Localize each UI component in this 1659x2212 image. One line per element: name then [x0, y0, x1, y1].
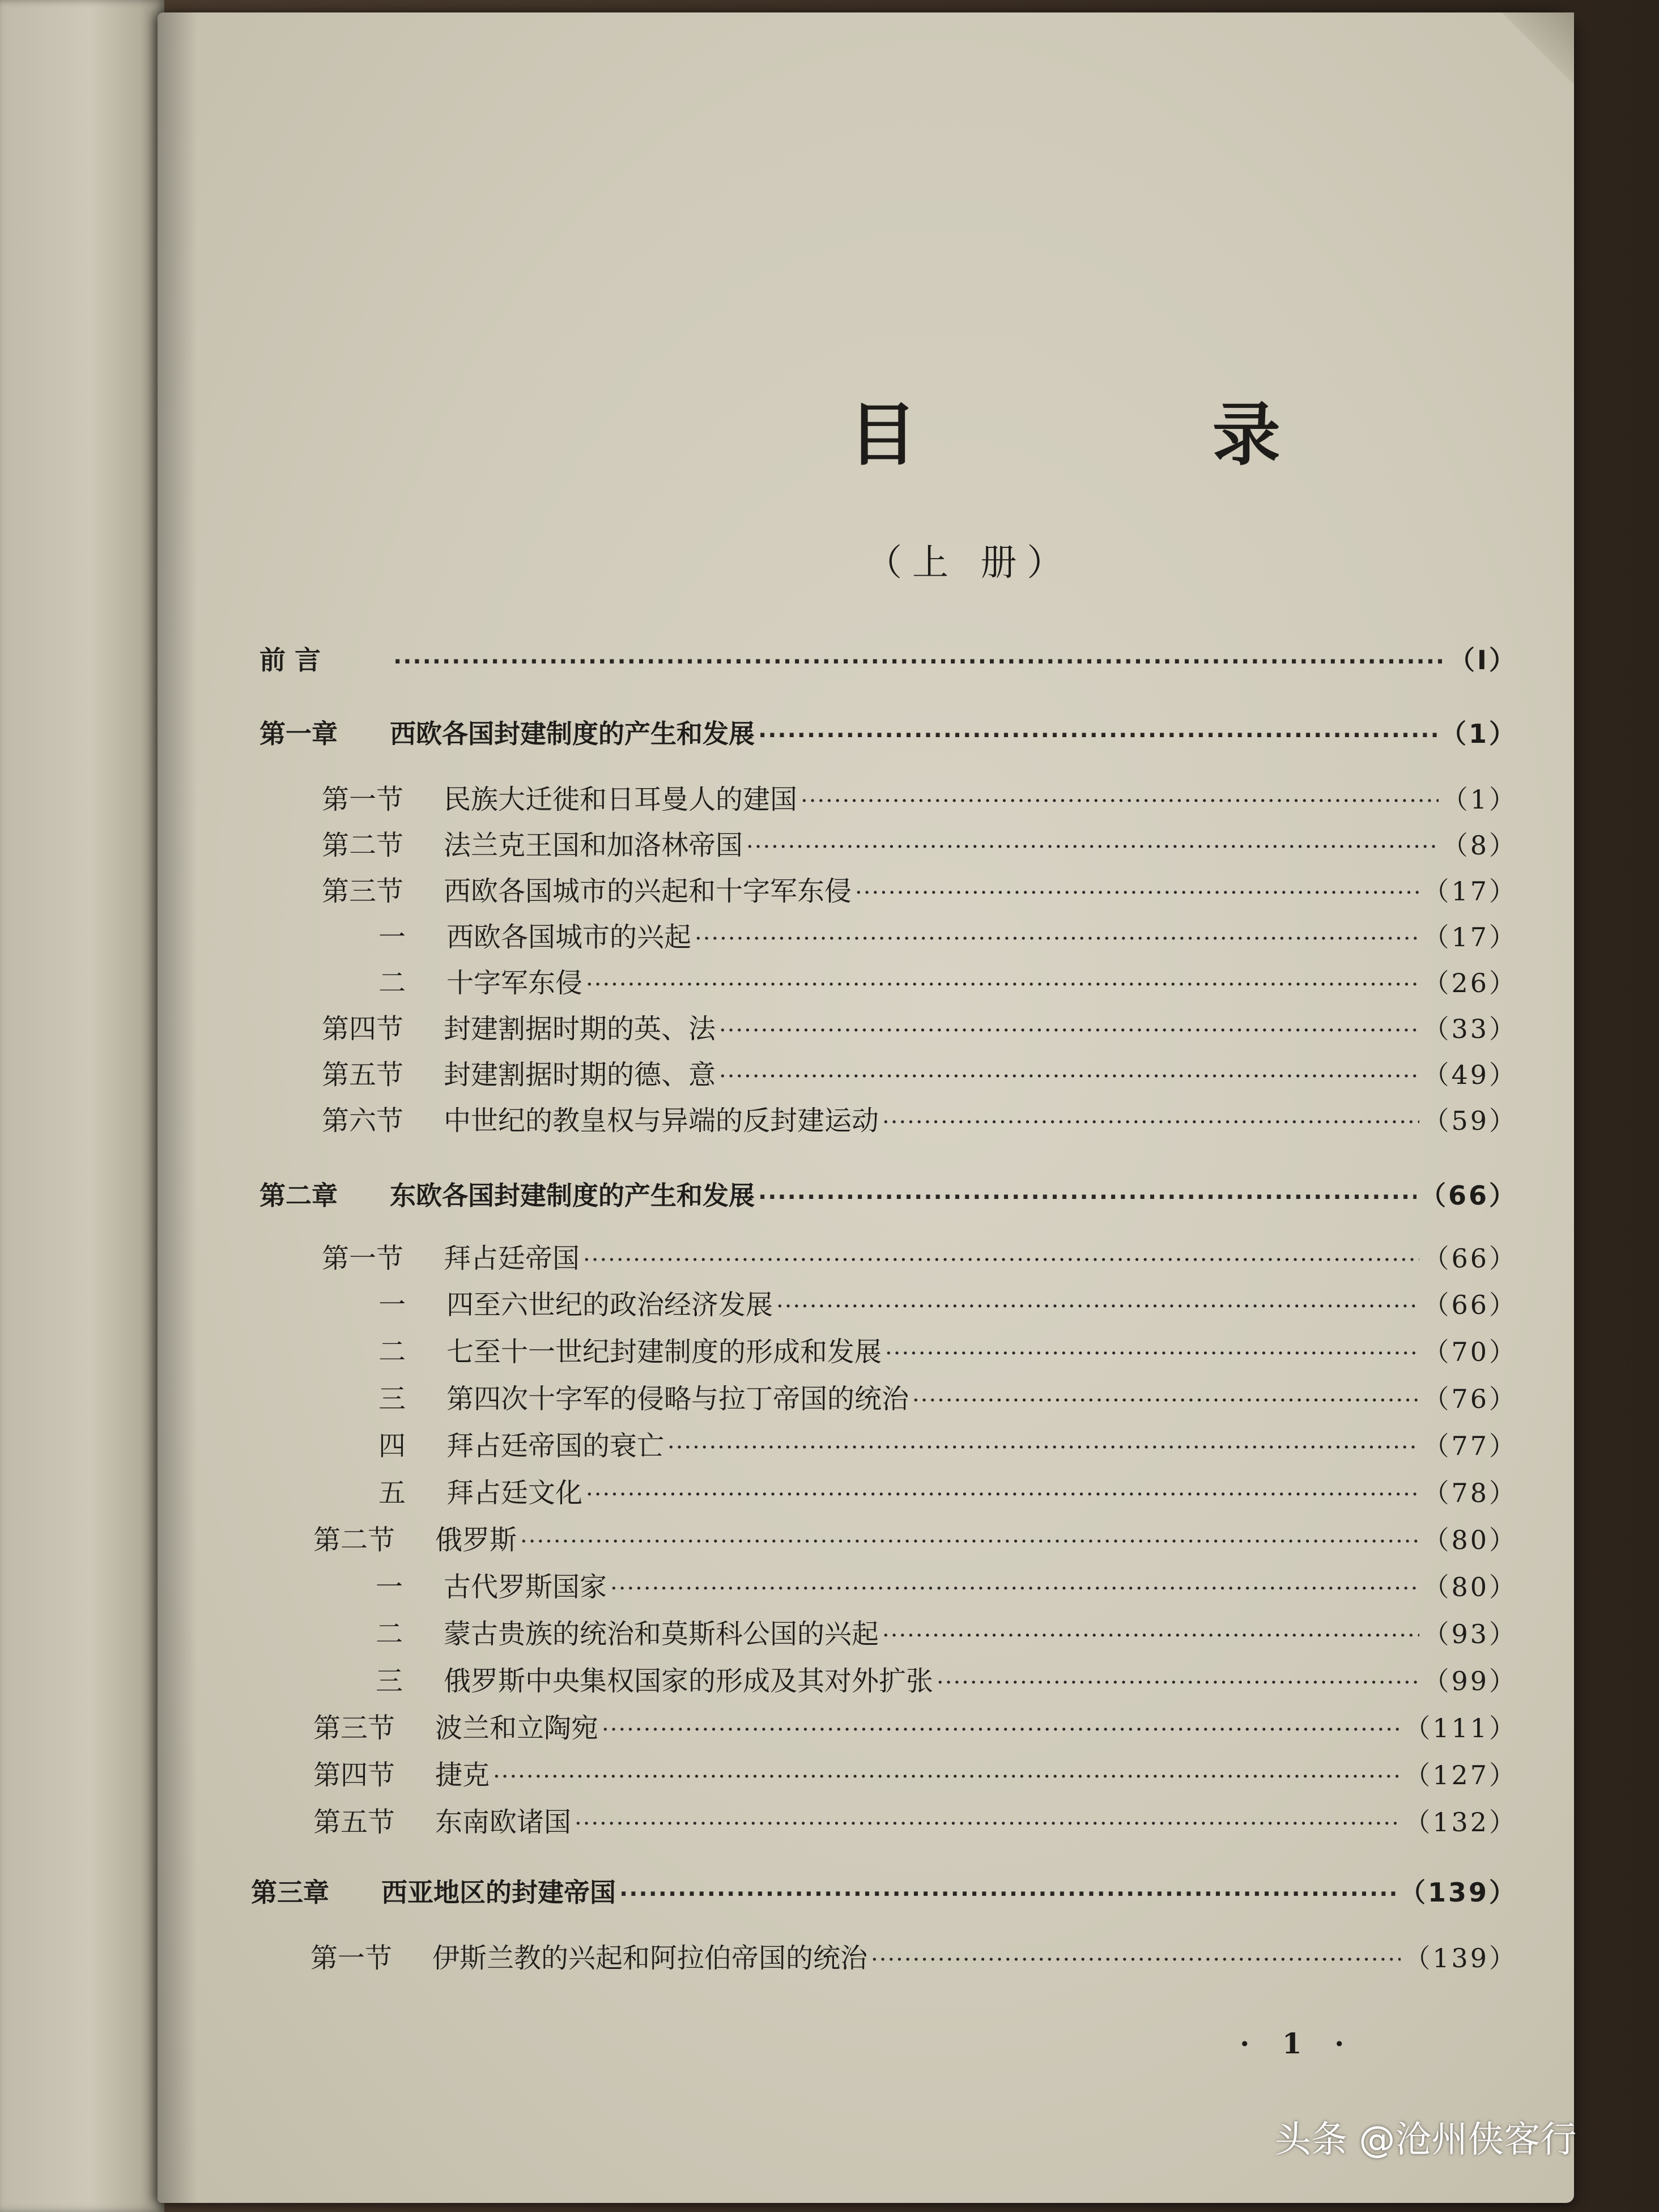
leader-dots	[583, 1249, 1419, 1271]
toc-title: 古代罗斯国家	[444, 1571, 607, 1603]
leader-dots	[619, 1883, 1396, 1905]
toc-page-number: （Ⅰ）	[1448, 645, 1517, 675]
toc-entry	[260, 647, 1517, 673]
toc-title: 第四次十字军的侵略与拉丁帝国的统治	[446, 1383, 909, 1415]
toc-title: 俄罗斯中央集权国家的形成及其对外扩张	[444, 1665, 934, 1697]
book-page	[158, 12, 1577, 2203]
toc-page-number: （111）	[1404, 1713, 1517, 1743]
toc-entry	[376, 1573, 1517, 1601]
toc-entry	[378, 969, 1517, 997]
toc-title: 伊斯兰教的兴起和阿拉伯帝国的统治	[432, 1942, 868, 1974]
leader-dots	[758, 1186, 1416, 1209]
toc-label: 第五节	[313, 1806, 395, 1838]
leader-dots	[575, 1813, 1401, 1835]
toc-title: 十字军东侵	[446, 967, 583, 999]
toc-entry	[376, 1620, 1517, 1648]
toc-title: 封建割据时期的德、意	[444, 1059, 716, 1091]
toc-entry	[322, 786, 1517, 813]
toc-entry	[313, 1806, 1517, 1838]
toc-title: 波兰和立陶宛	[435, 1712, 599, 1744]
toc-entry	[378, 1432, 1517, 1460]
toc-entry	[322, 1245, 1517, 1272]
toc-entry	[378, 1385, 1517, 1413]
toc-page-number: （1）	[1441, 784, 1517, 815]
toc-label: 五	[378, 1477, 406, 1509]
toc-title: 蒙古贵族的统治和莫斯科公国的兴起	[444, 1618, 879, 1650]
toc-title: 俄罗斯	[435, 1524, 517, 1556]
toc-title: 西欧各国城市的兴起和十字军东侵	[444, 875, 852, 907]
leader-dots	[882, 1111, 1419, 1134]
toc-page-number: （99）	[1423, 1666, 1517, 1696]
toc-entry	[322, 1059, 1517, 1091]
toc-page-number: （76）	[1423, 1384, 1517, 1414]
leader-dots	[393, 650, 1445, 673]
toc-page-number: （127）	[1404, 1760, 1517, 1790]
volume-label: （上 册）	[866, 542, 1074, 584]
toc-label: 第二章	[260, 1180, 338, 1211]
toc-page-number: （33）	[1423, 1014, 1517, 1044]
toc-entry	[313, 1759, 1517, 1791]
toc-page-number: （17）	[1423, 876, 1517, 907]
leader-dots	[758, 724, 1437, 747]
toc-label: 第四节	[313, 1759, 395, 1791]
leader-dots	[667, 1436, 1419, 1459]
toc-page-number: （59）	[1423, 1105, 1517, 1136]
toc-label: 二	[376, 1618, 403, 1650]
toc-page-number: （80）	[1423, 1572, 1517, 1602]
page-number-footer: · 1 ·	[1240, 2027, 1356, 2060]
leader-dots	[885, 1342, 1419, 1365]
leader-dots	[493, 1766, 1401, 1788]
toc-page-number: （80）	[1423, 1525, 1517, 1555]
toc-page-number: （139）	[1404, 1943, 1517, 1973]
toc-label: 二	[378, 1336, 406, 1368]
toc-label: 第五节	[322, 1059, 404, 1091]
toc-entry	[322, 1105, 1517, 1137]
leader-dots	[586, 1483, 1419, 1506]
toc-title: 四至六世纪的政治经济发展	[446, 1289, 773, 1321]
toc-title: 东欧各国封建制度的产生和发展	[390, 1180, 755, 1211]
leader-dots	[871, 1949, 1401, 1971]
toc-label: 第三节	[322, 875, 404, 907]
toc-entry	[310, 1942, 1517, 1974]
toc-title: 七至十一世纪封建制度的形成和发展	[446, 1336, 882, 1368]
watermark-text: 头条 @沧州侠客行	[1275, 2119, 1577, 2161]
toc-label: 第六节	[322, 1105, 404, 1137]
toc-title: 拜占廷帝国	[444, 1243, 580, 1274]
toc-entry	[322, 875, 1517, 907]
toc-page-number: （70）	[1423, 1337, 1517, 1367]
toc-page-number: （26）	[1423, 968, 1517, 998]
leader-dots	[602, 1718, 1401, 1741]
leader-dots	[801, 790, 1439, 813]
toc-entry	[313, 1712, 1517, 1744]
table-of-contents	[158, 12, 1577, 2203]
toc-label: 第一节	[322, 1243, 404, 1274]
toc-label: 三	[376, 1665, 403, 1697]
toc-entry	[378, 921, 1517, 953]
toc-title: 中世纪的教皇权与异端的反封建运动	[444, 1105, 879, 1137]
leader-dots	[719, 1065, 1419, 1088]
toc-label: 第二节	[313, 1524, 395, 1556]
facing-page	[0, 0, 164, 2212]
toc-entry	[378, 1289, 1517, 1321]
page-title: 目 录	[849, 396, 1416, 475]
toc-entry	[322, 1015, 1517, 1043]
toc-page-number: （8）	[1441, 830, 1517, 861]
toc-title: 封建割据时期的英、法	[444, 1013, 716, 1045]
toc-title: 东南欧诸国	[435, 1806, 572, 1838]
toc-title: 民族大迁徙和日耳曼人的建国	[444, 784, 798, 815]
leader-dots	[719, 1019, 1419, 1042]
toc-page-number: （49）	[1423, 1060, 1517, 1090]
toc-title: 捷克	[435, 1759, 490, 1791]
toc-page-number: （66）	[1423, 1290, 1517, 1320]
toc-label: 第一节	[310, 1942, 393, 1974]
toc-label: 第四节	[322, 1013, 404, 1045]
toc-label: 第一章	[260, 718, 338, 749]
toc-title: 拜占廷帝国的衰亡	[446, 1430, 665, 1462]
leader-dots	[937, 1671, 1419, 1694]
toc-title: 法兰克王国和加洛林帝国	[444, 829, 743, 861]
leader-dots	[882, 1624, 1419, 1647]
toc-label: 第一节	[322, 784, 404, 815]
leader-dots	[586, 973, 1419, 996]
toc-page-number: （139）	[1399, 1877, 1517, 1908]
toc-label: 第三章	[251, 1877, 329, 1908]
toc-entry	[313, 1526, 1517, 1554]
toc-entry	[378, 1338, 1517, 1366]
leader-dots	[776, 1295, 1419, 1318]
toc-label: 二	[378, 967, 406, 999]
toc-label: 三	[378, 1383, 406, 1415]
toc-entry	[260, 718, 1517, 749]
toc-label: 一	[378, 1289, 406, 1321]
toc-label: 一	[376, 1571, 403, 1603]
toc-entry	[376, 1667, 1517, 1695]
toc-page-number: （77）	[1423, 1431, 1517, 1461]
toc-entry	[260, 1182, 1517, 1209]
toc-page-number: （132）	[1404, 1807, 1517, 1837]
toc-page-number: （66）	[1419, 1180, 1517, 1211]
leader-dots	[520, 1530, 1419, 1553]
leader-dots	[912, 1389, 1419, 1412]
toc-page-number: （1）	[1440, 718, 1517, 749]
toc-entry	[378, 1479, 1517, 1507]
toc-label: 前 言	[260, 645, 321, 675]
leader-dots	[746, 836, 1439, 858]
toc-label: 第三节	[313, 1712, 395, 1744]
toc-entry	[251, 1877, 1517, 1908]
leader-dots	[695, 928, 1419, 950]
toc-label: 第二节	[322, 829, 404, 861]
toc-page-number: （93）	[1423, 1619, 1517, 1649]
toc-label: 一	[378, 921, 406, 953]
toc-title: 西欧各国城市的兴起	[446, 921, 692, 953]
toc-entry	[322, 829, 1517, 861]
toc-page-number: （17）	[1423, 922, 1517, 952]
toc-title: 西欧各国封建制度的产生和发展	[390, 718, 755, 749]
toc-label: 四	[378, 1430, 406, 1462]
toc-title: 西亚地区的封建帝国	[381, 1877, 616, 1908]
leader-dots	[610, 1577, 1419, 1600]
toc-title: 拜占廷文化	[446, 1477, 583, 1509]
toc-page-number: （66）	[1423, 1243, 1517, 1274]
toc-page-number: （78）	[1423, 1478, 1517, 1508]
leader-dots	[855, 882, 1419, 904]
